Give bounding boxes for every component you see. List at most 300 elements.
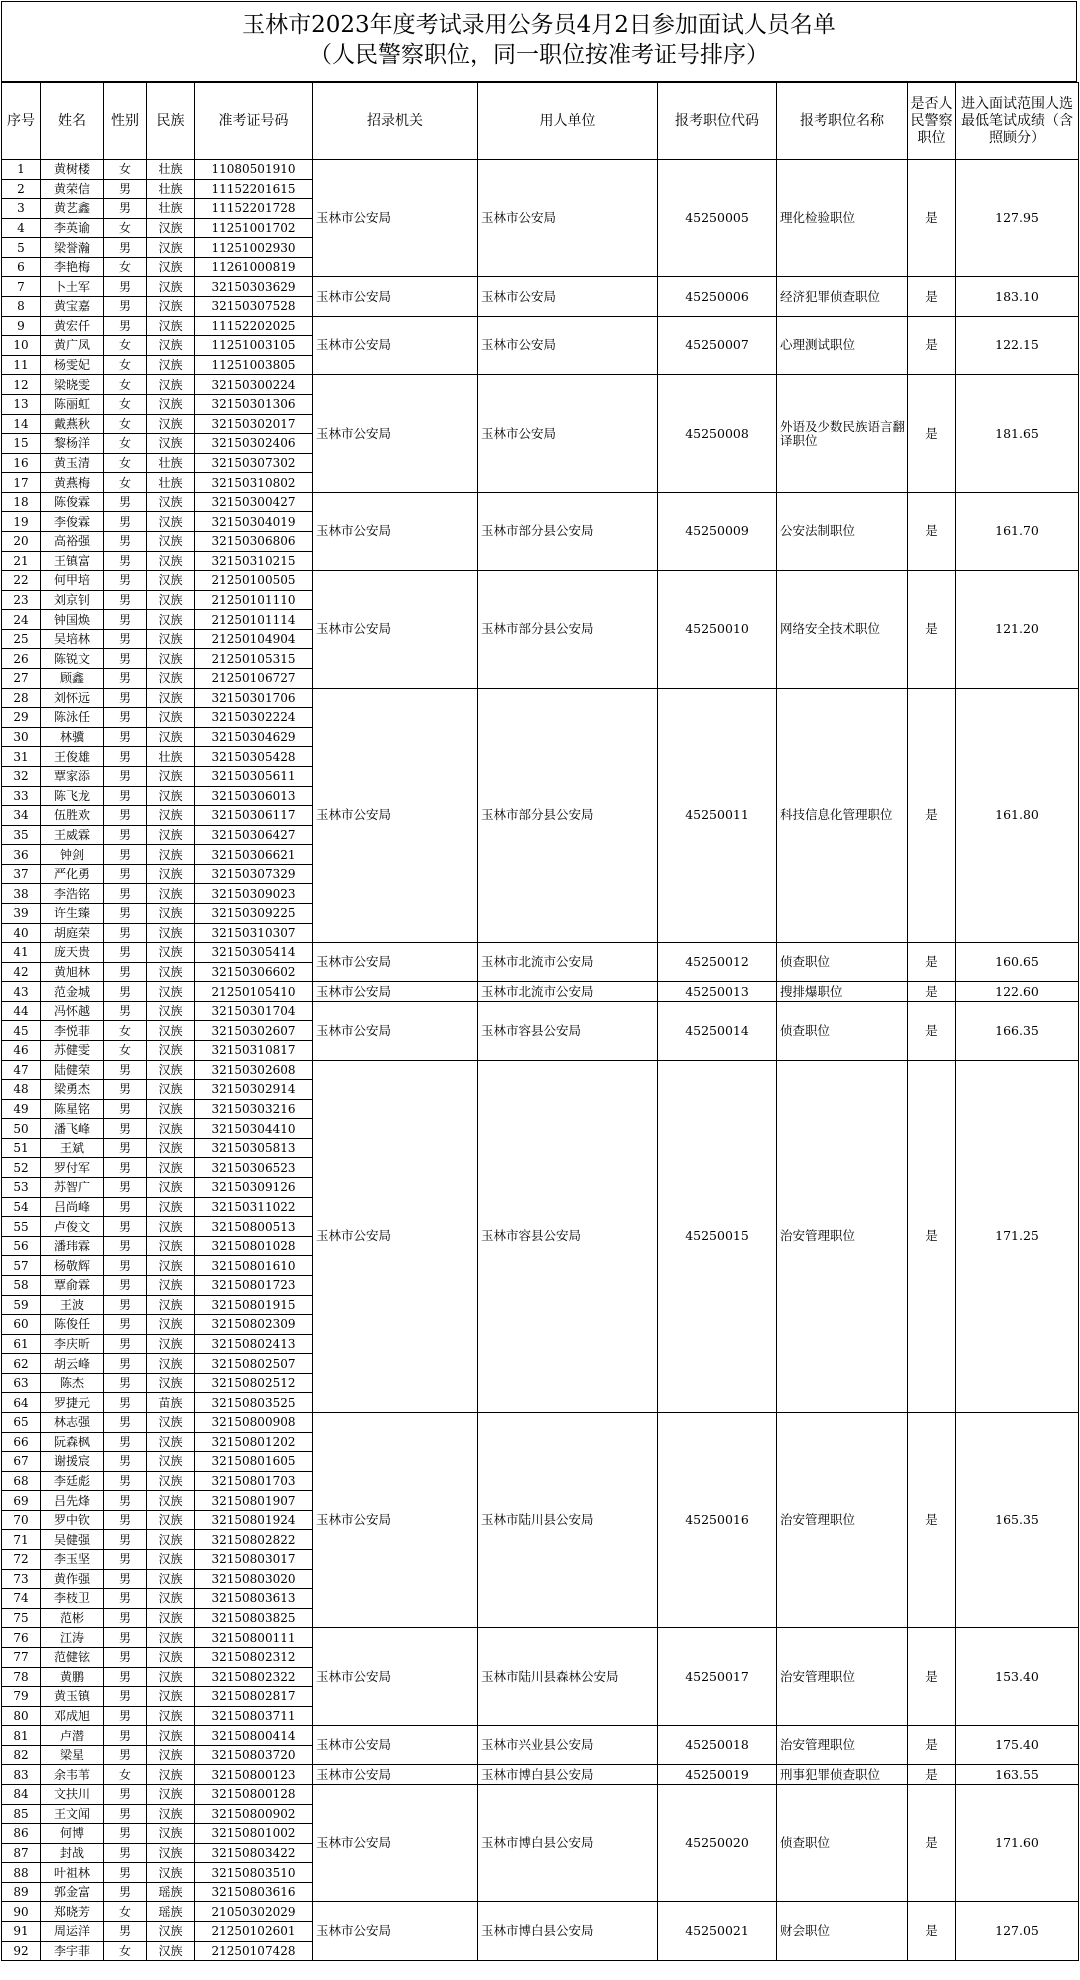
row-no: 9 — [2, 316, 41, 336]
row-name: 吕先烽 — [41, 1491, 104, 1511]
row-no: 37 — [2, 864, 41, 884]
row-ticket: 32150305611 — [195, 766, 313, 786]
row-ethnicity: 汉族 — [147, 649, 195, 669]
row-ticket: 11080501910 — [195, 160, 313, 180]
table-row — [2, 492, 1079, 512]
row-gender: 男 — [104, 1295, 147, 1315]
row-gender: 男 — [104, 1745, 147, 1765]
group-employer: 玉林市部分县公安局 — [478, 492, 658, 570]
row-ethnicity: 汉族 — [147, 375, 195, 395]
group-agency: 玉林市公安局 — [313, 688, 478, 943]
row-ethnicity: 汉族 — [147, 1804, 195, 1824]
row-no: 75 — [2, 1608, 41, 1628]
row-gender: 男 — [104, 1001, 147, 1021]
group-post-code: 45250018 — [658, 1726, 777, 1765]
row-ticket: 21250101110 — [195, 590, 313, 610]
row-ethnicity: 壮族 — [147, 747, 195, 767]
group-employer: 玉林市公安局 — [478, 277, 658, 316]
row-ethnicity: 汉族 — [147, 1765, 195, 1785]
row-ticket: 32150801605 — [195, 1452, 313, 1472]
row-ticket: 32150306806 — [195, 531, 313, 551]
row-ticket: 32150301306 — [195, 394, 313, 414]
row-name: 苏健雯 — [41, 1041, 104, 1061]
row-ethnicity: 汉族 — [147, 1178, 195, 1198]
row-no: 19 — [2, 512, 41, 532]
row-name: 范金城 — [41, 982, 104, 1002]
row-name: 罗付军 — [41, 1158, 104, 1178]
row-no: 27 — [2, 669, 41, 689]
row-no: 5 — [2, 238, 41, 258]
table-row — [2, 1784, 1079, 1804]
row-name: 吴培林 — [41, 629, 104, 649]
group-min-score: 127.95 — [956, 160, 1079, 277]
table-header-row — [2, 83, 1079, 160]
row-gender: 男 — [104, 1393, 147, 1413]
row-ticket: 32150802413 — [195, 1334, 313, 1354]
group-min-score: 165.35 — [956, 1413, 1079, 1628]
row-ticket: 32150800111 — [195, 1628, 313, 1648]
row-no: 24 — [2, 610, 41, 630]
group-employer: 玉林市陆川县森林公安局 — [478, 1628, 658, 1726]
table-row — [2, 1902, 1079, 1922]
header-no: 序号 — [2, 83, 41, 160]
row-no: 81 — [2, 1726, 41, 1746]
row-gender: 男 — [104, 277, 147, 297]
row-no: 74 — [2, 1589, 41, 1609]
row-name: 黄旭林 — [41, 962, 104, 982]
row-no: 11 — [2, 355, 41, 375]
row-gender: 男 — [104, 1647, 147, 1667]
row-name: 卢俊文 — [41, 1217, 104, 1237]
row-gender: 男 — [104, 1726, 147, 1746]
row-ethnicity: 汉族 — [147, 610, 195, 630]
row-name: 王俊雄 — [41, 747, 104, 767]
row-gender: 男 — [104, 1275, 147, 1295]
row-ethnicity: 汉族 — [147, 1922, 195, 1942]
interview-roster-table — [1, 82, 1079, 1961]
table-row — [2, 571, 1079, 591]
row-name: 钟国焕 — [41, 610, 104, 630]
group-agency: 玉林市公安局 — [313, 943, 478, 982]
row-ticket: 32150802322 — [195, 1667, 313, 1687]
row-no: 70 — [2, 1510, 41, 1530]
row-name: 郑晓芳 — [41, 1902, 104, 1922]
group-post-code: 45250005 — [658, 160, 777, 277]
row-ethnicity: 汉族 — [147, 884, 195, 904]
row-name: 覃家添 — [41, 766, 104, 786]
row-gender: 男 — [104, 1119, 147, 1139]
row-ticket: 32150802817 — [195, 1687, 313, 1707]
row-ethnicity: 汉族 — [147, 316, 195, 336]
group-post-name: 理化检验职位 — [777, 160, 908, 277]
row-gender: 女 — [104, 414, 147, 434]
table-row — [2, 316, 1079, 336]
row-no: 63 — [2, 1373, 41, 1393]
row-gender: 男 — [104, 297, 147, 317]
row-ticket: 21050302029 — [195, 1902, 313, 1922]
row-gender: 男 — [104, 571, 147, 591]
row-gender: 男 — [104, 1530, 147, 1550]
row-ticket: 32150309023 — [195, 884, 313, 904]
group-post-name: 心理测试职位 — [777, 316, 908, 375]
row-name: 李俊霖 — [41, 512, 104, 532]
group-min-score: 181.65 — [956, 375, 1079, 492]
header-min-score: 进入面试范围人选最低笔试成绩（含照顾分） — [956, 83, 1079, 160]
row-ticket: 32150803711 — [195, 1706, 313, 1726]
row-no: 1 — [2, 160, 41, 180]
row-no: 26 — [2, 649, 41, 669]
row-no: 67 — [2, 1452, 41, 1472]
row-name: 李廷彪 — [41, 1471, 104, 1491]
group-employer: 玉林市博白县公安局 — [478, 1784, 658, 1901]
table-row — [2, 982, 1079, 1002]
row-ticket: 32150802512 — [195, 1373, 313, 1393]
row-ticket: 11251001702 — [195, 218, 313, 238]
group-post-code: 45250010 — [658, 571, 777, 688]
row-ethnicity: 汉族 — [147, 688, 195, 708]
row-gender: 女 — [104, 1021, 147, 1041]
row-ticket: 32150306523 — [195, 1158, 313, 1178]
group-post-code: 45250020 — [658, 1784, 777, 1901]
group-employer: 玉林市北流市公安局 — [478, 943, 658, 982]
row-ticket: 32150307329 — [195, 864, 313, 884]
group-employer: 玉林市陆川县公安局 — [478, 1413, 658, 1628]
row-gender: 男 — [104, 1824, 147, 1844]
row-no: 91 — [2, 1922, 41, 1942]
row-gender: 男 — [104, 316, 147, 336]
row-name: 刘京钊 — [41, 590, 104, 610]
row-gender: 男 — [104, 1217, 147, 1237]
row-name: 王波 — [41, 1295, 104, 1315]
group-agency: 玉林市公安局 — [313, 375, 478, 492]
row-gender: 男 — [104, 1706, 147, 1726]
group-employer: 玉林市容县公安局 — [478, 1001, 658, 1060]
row-ticket: 21250105315 — [195, 649, 313, 669]
group-post-name: 刑事犯罪侦查职位 — [777, 1765, 908, 1785]
row-no: 47 — [2, 1060, 41, 1080]
row-gender: 男 — [104, 1256, 147, 1276]
row-no: 12 — [2, 375, 41, 395]
row-ticket: 32150302607 — [195, 1021, 313, 1041]
row-name: 余韦苇 — [41, 1765, 104, 1785]
row-no: 72 — [2, 1550, 41, 1570]
row-name: 江涛 — [41, 1628, 104, 1648]
group-min-score: 122.15 — [956, 316, 1079, 375]
row-gender: 女 — [104, 218, 147, 238]
row-no: 77 — [2, 1647, 41, 1667]
row-name: 刘怀远 — [41, 688, 104, 708]
group-agency: 玉林市公安局 — [313, 1765, 478, 1785]
row-no: 86 — [2, 1824, 41, 1844]
row-name: 高裕强 — [41, 531, 104, 551]
row-no: 82 — [2, 1745, 41, 1765]
row-ticket: 32150304629 — [195, 727, 313, 747]
row-ethnicity: 汉族 — [147, 1236, 195, 1256]
row-gender: 女 — [104, 1941, 147, 1961]
row-ethnicity: 瑶族 — [147, 1882, 195, 1902]
row-no: 59 — [2, 1295, 41, 1315]
row-name: 王文闻 — [41, 1804, 104, 1824]
row-name: 顾鑫 — [41, 669, 104, 689]
header-ethnicity: 民族 — [147, 83, 195, 160]
row-name: 黎杨洋 — [41, 434, 104, 454]
row-ticket: 32150800128 — [195, 1784, 313, 1804]
group-police: 是 — [908, 1784, 956, 1901]
row-name: 范健铉 — [41, 1647, 104, 1667]
row-ticket: 32150802312 — [195, 1647, 313, 1667]
row-ethnicity: 汉族 — [147, 434, 195, 454]
row-gender: 男 — [104, 238, 147, 258]
row-gender: 男 — [104, 1373, 147, 1393]
row-gender: 男 — [104, 845, 147, 865]
row-ethnicity: 汉族 — [147, 1138, 195, 1158]
group-post-name: 治安管理职位 — [777, 1628, 908, 1726]
row-ethnicity: 汉族 — [147, 1001, 195, 1021]
row-no: 90 — [2, 1902, 41, 1922]
row-ticket: 32150307302 — [195, 453, 313, 473]
group-post-code: 45250017 — [658, 1628, 777, 1726]
row-gender: 男 — [104, 1922, 147, 1942]
row-ethnicity: 汉族 — [147, 786, 195, 806]
row-no: 80 — [2, 1706, 41, 1726]
row-ethnicity: 汉族 — [147, 1863, 195, 1883]
row-gender: 男 — [104, 1550, 147, 1570]
row-name: 王威霖 — [41, 825, 104, 845]
row-name: 李英谕 — [41, 218, 104, 238]
table-row — [2, 160, 1079, 180]
row-ethnicity: 汉族 — [147, 825, 195, 845]
row-ethnicity: 汉族 — [147, 1843, 195, 1863]
row-ticket: 32150801610 — [195, 1256, 313, 1276]
header-name: 姓名 — [41, 83, 104, 160]
row-ethnicity: 汉族 — [147, 1628, 195, 1648]
row-no: 14 — [2, 414, 41, 434]
row-ethnicity: 汉族 — [147, 1471, 195, 1491]
row-ethnicity: 汉族 — [147, 1060, 195, 1080]
row-ethnicity: 汉族 — [147, 277, 195, 297]
row-name: 潘玮霖 — [41, 1236, 104, 1256]
row-gender: 男 — [104, 1354, 147, 1374]
row-ethnicity: 汉族 — [147, 766, 195, 786]
row-gender: 男 — [104, 747, 147, 767]
row-gender: 女 — [104, 394, 147, 414]
row-name: 钟剑 — [41, 845, 104, 865]
row-ethnicity: 汉族 — [147, 1217, 195, 1237]
row-ticket: 32150803525 — [195, 1393, 313, 1413]
row-ethnicity: 苗族 — [147, 1393, 195, 1413]
row-ticket: 11251003805 — [195, 355, 313, 375]
row-gender: 男 — [104, 1608, 147, 1628]
row-no: 33 — [2, 786, 41, 806]
group-post-code: 45250019 — [658, 1765, 777, 1785]
row-ethnicity: 汉族 — [147, 669, 195, 689]
row-ticket: 21250107428 — [195, 1941, 313, 1961]
row-ticket: 32150800908 — [195, 1413, 313, 1433]
row-gender: 男 — [104, 1471, 147, 1491]
row-ticket: 21250104904 — [195, 629, 313, 649]
row-ethnicity: 汉族 — [147, 1256, 195, 1276]
row-name: 文扶川 — [41, 1784, 104, 1804]
row-no: 28 — [2, 688, 41, 708]
row-name: 罗捷元 — [41, 1393, 104, 1413]
row-ticket: 32150803616 — [195, 1882, 313, 1902]
row-no: 78 — [2, 1667, 41, 1687]
group-post-code: 45250013 — [658, 982, 777, 1002]
group-post-name: 财会职位 — [777, 1902, 908, 1961]
group-min-score: 122.60 — [956, 982, 1079, 1002]
row-name: 许生臻 — [41, 903, 104, 923]
row-ticket: 32150301706 — [195, 688, 313, 708]
row-name: 邓成旭 — [41, 1706, 104, 1726]
row-name: 阮森枫 — [41, 1432, 104, 1452]
row-ticket: 32150310215 — [195, 551, 313, 571]
row-ethnicity: 汉族 — [147, 1510, 195, 1530]
row-ethnicity: 汉族 — [147, 727, 195, 747]
row-ethnicity: 汉族 — [147, 218, 195, 238]
row-ethnicity: 汉族 — [147, 1041, 195, 1061]
group-employer: 玉林市容县公安局 — [478, 1060, 658, 1412]
row-no: 3 — [2, 199, 41, 219]
header-police: 是否人民警察职位 — [908, 83, 956, 160]
row-no: 57 — [2, 1256, 41, 1276]
table-row — [2, 1628, 1079, 1648]
row-no: 42 — [2, 962, 41, 982]
row-name: 陈俊任 — [41, 1315, 104, 1335]
row-ticket: 32150306117 — [195, 806, 313, 826]
row-ethnicity: 汉族 — [147, 1021, 195, 1041]
row-ethnicity: 汉族 — [147, 297, 195, 317]
row-gender: 男 — [104, 1158, 147, 1178]
row-no: 17 — [2, 473, 41, 493]
row-ethnicity: 汉族 — [147, 1550, 195, 1570]
row-no: 87 — [2, 1843, 41, 1863]
row-no: 13 — [2, 394, 41, 414]
row-no: 83 — [2, 1765, 41, 1785]
row-no: 65 — [2, 1413, 41, 1433]
row-gender: 男 — [104, 179, 147, 199]
row-no: 68 — [2, 1471, 41, 1491]
row-ethnicity: 汉族 — [147, 1687, 195, 1707]
group-police: 是 — [908, 316, 956, 375]
row-ticket: 32150803017 — [195, 1550, 313, 1570]
document-subtitle: （人民警察职位，同一职位按准考证号排序） — [309, 42, 769, 68]
row-ticket: 32150307528 — [195, 297, 313, 317]
row-gender: 男 — [104, 786, 147, 806]
row-gender: 男 — [104, 551, 147, 571]
table-row — [2, 1413, 1079, 1433]
row-gender: 男 — [104, 727, 147, 747]
row-no: 2 — [2, 179, 41, 199]
group-police: 是 — [908, 1726, 956, 1765]
row-name: 伍胜欢 — [41, 806, 104, 826]
group-post-code: 45250016 — [658, 1413, 777, 1628]
group-employer: 玉林市博白县公安局 — [478, 1902, 658, 1961]
row-ethnicity: 汉族 — [147, 1080, 195, 1100]
row-gender: 男 — [104, 1178, 147, 1198]
row-ethnicity: 汉族 — [147, 512, 195, 532]
row-no: 50 — [2, 1119, 41, 1139]
row-name: 黄作强 — [41, 1569, 104, 1589]
row-name: 陈丽虹 — [41, 394, 104, 414]
row-ethnicity: 汉族 — [147, 1354, 195, 1374]
row-ticket: 32150802507 — [195, 1354, 313, 1374]
title-block — [1, 1, 1077, 82]
row-ticket: 32150803825 — [195, 1608, 313, 1628]
row-ticket: 11251003105 — [195, 336, 313, 356]
row-ticket: 32150310802 — [195, 473, 313, 493]
row-no: 88 — [2, 1863, 41, 1883]
row-ethnicity: 瑶族 — [147, 1902, 195, 1922]
table-row — [2, 943, 1079, 963]
row-ethnicity: 汉族 — [147, 1647, 195, 1667]
row-no: 41 — [2, 943, 41, 963]
group-post-code: 45250007 — [658, 316, 777, 375]
row-name: 李宇菲 — [41, 1941, 104, 1961]
row-ethnicity: 汉族 — [147, 336, 195, 356]
group-agency: 玉林市公安局 — [313, 1902, 478, 1961]
row-gender: 男 — [104, 1315, 147, 1335]
row-ticket: 32150306602 — [195, 962, 313, 982]
row-name: 潘飞峰 — [41, 1119, 104, 1139]
row-ticket: 32150803422 — [195, 1843, 313, 1863]
row-no: 89 — [2, 1882, 41, 1902]
row-gender: 男 — [104, 610, 147, 630]
row-gender: 男 — [104, 1197, 147, 1217]
row-no: 23 — [2, 590, 41, 610]
row-ethnicity: 汉族 — [147, 845, 195, 865]
row-ticket: 32150801924 — [195, 1510, 313, 1530]
row-no: 46 — [2, 1041, 41, 1061]
row-ethnicity: 汉族 — [147, 492, 195, 512]
group-agency: 玉林市公安局 — [313, 160, 478, 277]
row-gender: 男 — [104, 1060, 147, 1080]
row-name: 吴健强 — [41, 1530, 104, 1550]
row-ticket: 32150801028 — [195, 1236, 313, 1256]
row-gender: 男 — [104, 1843, 147, 1863]
row-name: 林志强 — [41, 1413, 104, 1433]
row-ticket: 32150801202 — [195, 1432, 313, 1452]
row-name: 黄艺鑫 — [41, 199, 104, 219]
row-ethnicity: 汉族 — [147, 531, 195, 551]
row-no: 92 — [2, 1941, 41, 1961]
row-ticket: 32150801915 — [195, 1295, 313, 1315]
row-name: 郭金富 — [41, 1882, 104, 1902]
group-agency: 玉林市公安局 — [313, 982, 478, 1002]
row-name: 黄鹏 — [41, 1667, 104, 1687]
row-gender: 男 — [104, 1569, 147, 1589]
row-ticket: 32150302608 — [195, 1060, 313, 1080]
row-no: 64 — [2, 1393, 41, 1413]
row-ethnicity: 汉族 — [147, 629, 195, 649]
row-no: 30 — [2, 727, 41, 747]
row-name: 戴燕秋 — [41, 414, 104, 434]
group-police: 是 — [908, 1060, 956, 1412]
row-ticket: 32150800902 — [195, 1804, 313, 1824]
row-ethnicity: 汉族 — [147, 1569, 195, 1589]
group-min-score: 183.10 — [956, 277, 1079, 316]
row-name: 李悦菲 — [41, 1021, 104, 1041]
table-body — [2, 160, 1079, 1961]
group-employer: 玉林市博白县公安局 — [478, 1765, 658, 1785]
row-gender: 男 — [104, 669, 147, 689]
row-name: 吕尚峰 — [41, 1197, 104, 1217]
group-post-name: 治安管理职位 — [777, 1413, 908, 1628]
row-name: 冯怀越 — [41, 1001, 104, 1021]
row-ticket: 32150803510 — [195, 1863, 313, 1883]
row-name: 覃俞霖 — [41, 1275, 104, 1295]
group-post-name: 治安管理职位 — [777, 1060, 908, 1412]
group-post-code: 45250012 — [658, 943, 777, 982]
